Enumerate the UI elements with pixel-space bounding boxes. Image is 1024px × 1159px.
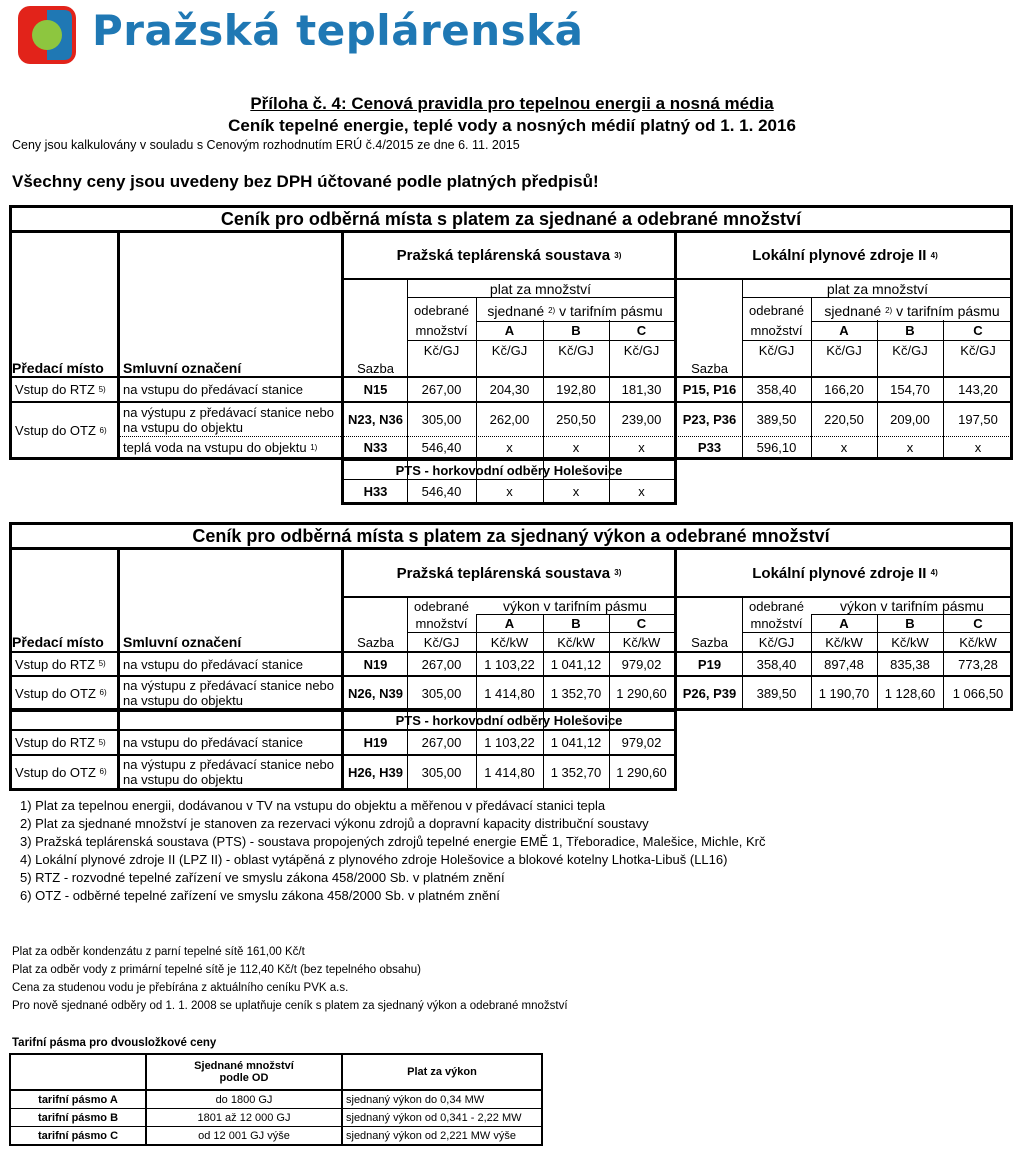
desc: na vstupu do předávací stanice <box>123 656 303 672</box>
tariff-band: tarifní pásmo C <box>37 1129 119 1142</box>
place-otz: Vstup do OTZ 6) <box>15 764 107 780</box>
tariff-power: sjednaný výkon do 0,34 MW <box>346 1093 485 1106</box>
col-predaci: Předací místo <box>12 634 104 650</box>
value: 546,40 <box>421 440 462 455</box>
value: 1 352,70 <box>550 685 602 701</box>
pts-odebrane: odebrané <box>414 302 469 318</box>
footnote: 2) Plat za sjednané množství je stanoven za rezervaci výkonu zdrojů a dopravní kapacity distribuční soustavy <box>20 816 649 831</box>
desc: na vstupu do předávací stanice <box>123 382 303 397</box>
unit: Kč/GJ <box>758 634 795 650</box>
value: 181,30 <box>621 382 662 397</box>
footnote: 5) RTZ - rozvodné tepelné zařízení ve smyslu zákona 458/2000 Sb. v platném znění <box>20 870 505 885</box>
pts-band-c: C <box>636 323 647 338</box>
value: 1 041,12 <box>550 735 602 750</box>
rate: P15, P16 <box>682 382 737 397</box>
lpz-sjednane: sjednané 2) v tarifním pásmu <box>824 302 1000 319</box>
value: 1 414,80 <box>484 764 535 780</box>
value: 546,40 <box>421 483 462 499</box>
value: 192,80 <box>556 382 596 397</box>
hw-title: PTS - horkovodní odběry Holešovice <box>395 713 623 728</box>
unit: Kč/kW <box>825 634 863 650</box>
value: 1 290,60 <box>616 764 667 780</box>
value: 979,02 <box>621 656 662 672</box>
value: 773,28 <box>958 656 998 672</box>
unit: Kč/GJ <box>623 343 660 358</box>
lpz-band-c: C <box>973 616 983 631</box>
value: 979,02 <box>621 735 662 750</box>
pts-band-b: B <box>571 323 581 338</box>
pts-band-a: A <box>504 616 515 631</box>
desc: teplá voda na vstupu do objektu 1) <box>123 440 318 455</box>
rate: N23, N36 <box>348 412 403 427</box>
unit: Kč/GJ <box>758 343 795 358</box>
col-predaci: Předací místo <box>12 360 104 376</box>
footnote: 1) Plat za tepelnou energii, dodávanou v TV na vstupu do objektu a měřenou v předávací stanici tepla <box>20 798 606 813</box>
unit: Kč/GJ <box>892 343 928 358</box>
value: x <box>572 440 580 455</box>
tariff-title: Tarifní pásma pro dvousložkové ceny <box>12 1037 217 1049</box>
logo <box>18 6 76 64</box>
tariff-power: sjednaný výkon od 0,341 - 2,22 MW <box>346 1111 522 1124</box>
pts-mnozstvi: množství <box>415 323 468 338</box>
footnote: 3) Pražská teplárenská soustava (PTS) - soustava propojených zdrojů tepelné energie EMĚ 1, Třeboradice, Malešice, Michle, Krč <box>20 834 766 849</box>
lpz-plat-label: plat za množství <box>826 280 929 297</box>
value: 267,00 <box>421 382 462 397</box>
unit: Kč/GJ <box>423 634 460 650</box>
unit: Kč/GJ <box>960 343 996 358</box>
tariff-band: tarifní pásmo A <box>38 1093 118 1106</box>
lpz-header: Lokální plynové zdroje II 4) <box>752 247 938 264</box>
value: 204,30 <box>489 382 530 397</box>
unit: Kč/GJ <box>826 343 862 358</box>
hw-title: PTS - horkovodní odběry Holešovice <box>395 462 623 478</box>
value: 1 041,12 <box>550 656 602 672</box>
place-rtz: Vstup do RTZ 5) <box>15 656 106 672</box>
logo-wordmark: Pražská teplárenská <box>92 6 584 55</box>
unit: Kč/kW <box>891 634 929 650</box>
rate: P23, P36 <box>682 412 737 427</box>
vat-note: Všechny ceny jsou uvedeny bez DPH účtované podle platných předpisů! <box>12 172 599 191</box>
value: x <box>906 440 914 455</box>
value: x <box>840 440 848 455</box>
pts-plat-label: plat za množství <box>489 280 592 297</box>
place-rtz: Vstup do RTZ 5) <box>15 382 106 397</box>
note-line: Pro nově sjednané odběry od 1. 1. 2008 se uplatňuje ceník s platem za sjednaný výkon a odebrané množství <box>12 1000 568 1012</box>
value: 358,40 <box>756 382 797 397</box>
value: 1 414,80 <box>484 685 535 701</box>
tariff-power: sjednaný výkon od 2,221 MW výše <box>346 1129 516 1142</box>
unit: Kč/kW <box>557 634 595 650</box>
value: 262,00 <box>489 412 530 427</box>
rate: P26, P39 <box>682 685 737 701</box>
pts-band-c: C <box>636 616 647 631</box>
tariff-amount: 1801 až 12 000 GJ <box>197 1111 291 1124</box>
rate: P19 <box>697 656 722 672</box>
value: x <box>638 483 645 499</box>
value: 1 290,60 <box>616 685 667 701</box>
value: 1 066,50 <box>952 685 1004 701</box>
value: 389,50 <box>756 412 797 427</box>
desc: na výstupu z předávací stanice nebo na vstupu do objektu <box>123 757 335 787</box>
rate: H26, H39 <box>348 764 403 780</box>
value: 209,00 <box>890 412 930 427</box>
value: 1 103,22 <box>484 656 535 672</box>
lpz-band-b: B <box>905 323 915 338</box>
logo-mark-icon <box>18 6 76 64</box>
col-sazba: Sazba <box>691 360 728 376</box>
value: 1 190,70 <box>818 685 870 701</box>
tariff-amount: od 12 001 GJ výše <box>198 1129 290 1142</box>
page-title: Příloha č. 4: Cenová pravidla pro tepelnou energii a nosná média <box>250 94 774 113</box>
value: 197,50 <box>958 412 998 427</box>
lpz-band-a: A <box>839 616 849 631</box>
pts-band-a: A <box>504 323 515 338</box>
value: 154,70 <box>890 382 930 397</box>
rate: N15 <box>363 382 388 397</box>
pts-header: Pražská teplárenská soustava 3) <box>396 247 622 264</box>
unit: Kč/GJ <box>423 343 460 358</box>
unit: Kč/kW <box>622 634 661 650</box>
value: 166,20 <box>824 382 864 397</box>
rate: H33 <box>363 483 388 499</box>
lpz-odebrane: odebrané <box>749 598 804 614</box>
tariff-amount: do 1800 GJ <box>215 1093 273 1106</box>
pts-band-b: B <box>571 616 581 631</box>
value: x <box>572 483 580 499</box>
rate: P33 <box>697 440 722 455</box>
desc: na výstupu z předávací stanice nebo na vstupu do objektu <box>123 404 335 435</box>
lpz-vykon: výkon v tarifním pásmu <box>840 598 984 614</box>
tariff-band: tarifní pásmo B <box>37 1111 119 1124</box>
lpz-mnozstvi: množství <box>750 323 803 338</box>
value: x <box>974 440 982 455</box>
pts-vykon: výkon v tarifním pásmu <box>503 598 647 614</box>
rate: N26, N39 <box>348 685 403 701</box>
col-sazba: Sazba <box>691 634 728 650</box>
lpz-band-a: A <box>839 323 849 338</box>
note-line: Cena za studenou vodu je přebírána z aktuálního ceníku PVK a.s. <box>12 982 349 994</box>
unit: Kč/kW <box>959 634 997 650</box>
tariff-col-amount: Sjednané množství podle OD <box>194 1060 294 1084</box>
rate: H19 <box>363 735 388 750</box>
value: 250,50 <box>556 412 596 427</box>
place-rtz: Vstup do RTZ 5) <box>15 735 106 750</box>
lpz-band-c: C <box>973 323 983 338</box>
value: 305,00 <box>421 685 462 701</box>
col-sazba: Sazba <box>357 634 394 650</box>
value: x <box>506 483 513 499</box>
value: 358,40 <box>756 656 797 672</box>
lpz-header: Lokální plynové zdroje II 4) <box>752 564 938 582</box>
table2-title: Ceník pro odběrná místa s platem za sjednaný výkon a odebrané množství <box>192 525 830 546</box>
col-smluvni: Smluvní označení <box>123 634 242 650</box>
value: 305,00 <box>421 764 462 780</box>
value: 267,00 <box>421 656 462 672</box>
lpz-odebrane: odebrané <box>749 302 804 318</box>
pts-sjednane: sjednané 2) v tarifním pásmu <box>487 302 663 319</box>
value: 1 128,60 <box>884 685 936 701</box>
pts-mnozstvi: množství <box>415 616 468 631</box>
unit: Kč/GJ <box>491 343 528 358</box>
value: 835,38 <box>890 656 930 672</box>
desc: na vstupu do předávací stanice <box>123 735 303 750</box>
value: 1 103,22 <box>484 735 535 750</box>
note-line: Plat za odběr vody z primární tepelné sítě je 112,40 Kč/t (bez tepelného obsahu) <box>12 964 421 976</box>
lpz-band-b: B <box>905 616 915 631</box>
value: 220,50 <box>824 412 864 427</box>
footnote: 6) OTZ - odběrné tepelné zařízení ve smyslu zákona 458/2000 Sb. v platném znění <box>20 888 500 903</box>
lpz-mnozstvi: množství <box>750 616 803 631</box>
place-otz: Vstup do OTZ 6) <box>15 685 107 701</box>
unit: Kč/kW <box>490 634 529 650</box>
price-decision-note: Ceny jsou kalkulovány v souladu s Cenovým rozhodnutím ERÚ č.4/2015 ze dne 6. 11. 2015 <box>12 138 520 152</box>
pts-odebrane: odebrané <box>414 598 469 614</box>
footnote: 4) Lokální plynové zdroje II (LPZ II) - oblast vytápěná z plynového zdroje Holešovice a blokové kotelny Lhotka-Libuš (LL16) <box>20 852 728 867</box>
table1-title: Ceník pro odběrná místa s platem za sjednané a odebrané množství <box>220 208 802 229</box>
value: 596,10 <box>756 440 797 455</box>
unit: Kč/GJ <box>558 343 594 358</box>
tariff-col-power: Plat za výkon <box>407 1066 477 1078</box>
value: 897,48 <box>824 656 864 672</box>
value: 267,00 <box>421 735 462 750</box>
value: 305,00 <box>421 412 462 427</box>
pts-header: Pražská teplárenská soustava 3) <box>396 564 622 582</box>
desc: na výstupu z předávací stanice nebo na vstupu do objektu <box>123 678 335 708</box>
value: 389,50 <box>756 685 797 701</box>
value: 143,20 <box>958 382 998 397</box>
rate: N19 <box>363 656 388 672</box>
rate: N33 <box>363 440 388 455</box>
place-otz: Vstup do OTZ 6) <box>15 423 107 438</box>
page-subtitle: Ceník tepelné energie, teplé vody a nosných médií platný od 1. 1. 2016 <box>228 116 796 135</box>
value: x <box>638 440 645 455</box>
col-smluvni: Smluvní označení <box>123 360 242 376</box>
note-line: Plat za odběr kondenzátu z parní tepelné sítě 161,00 Kč/t <box>12 946 305 958</box>
value: 1 352,70 <box>550 764 602 780</box>
col-sazba: Sazba <box>357 360 394 376</box>
value: x <box>506 440 513 455</box>
value: 239,00 <box>621 412 662 427</box>
